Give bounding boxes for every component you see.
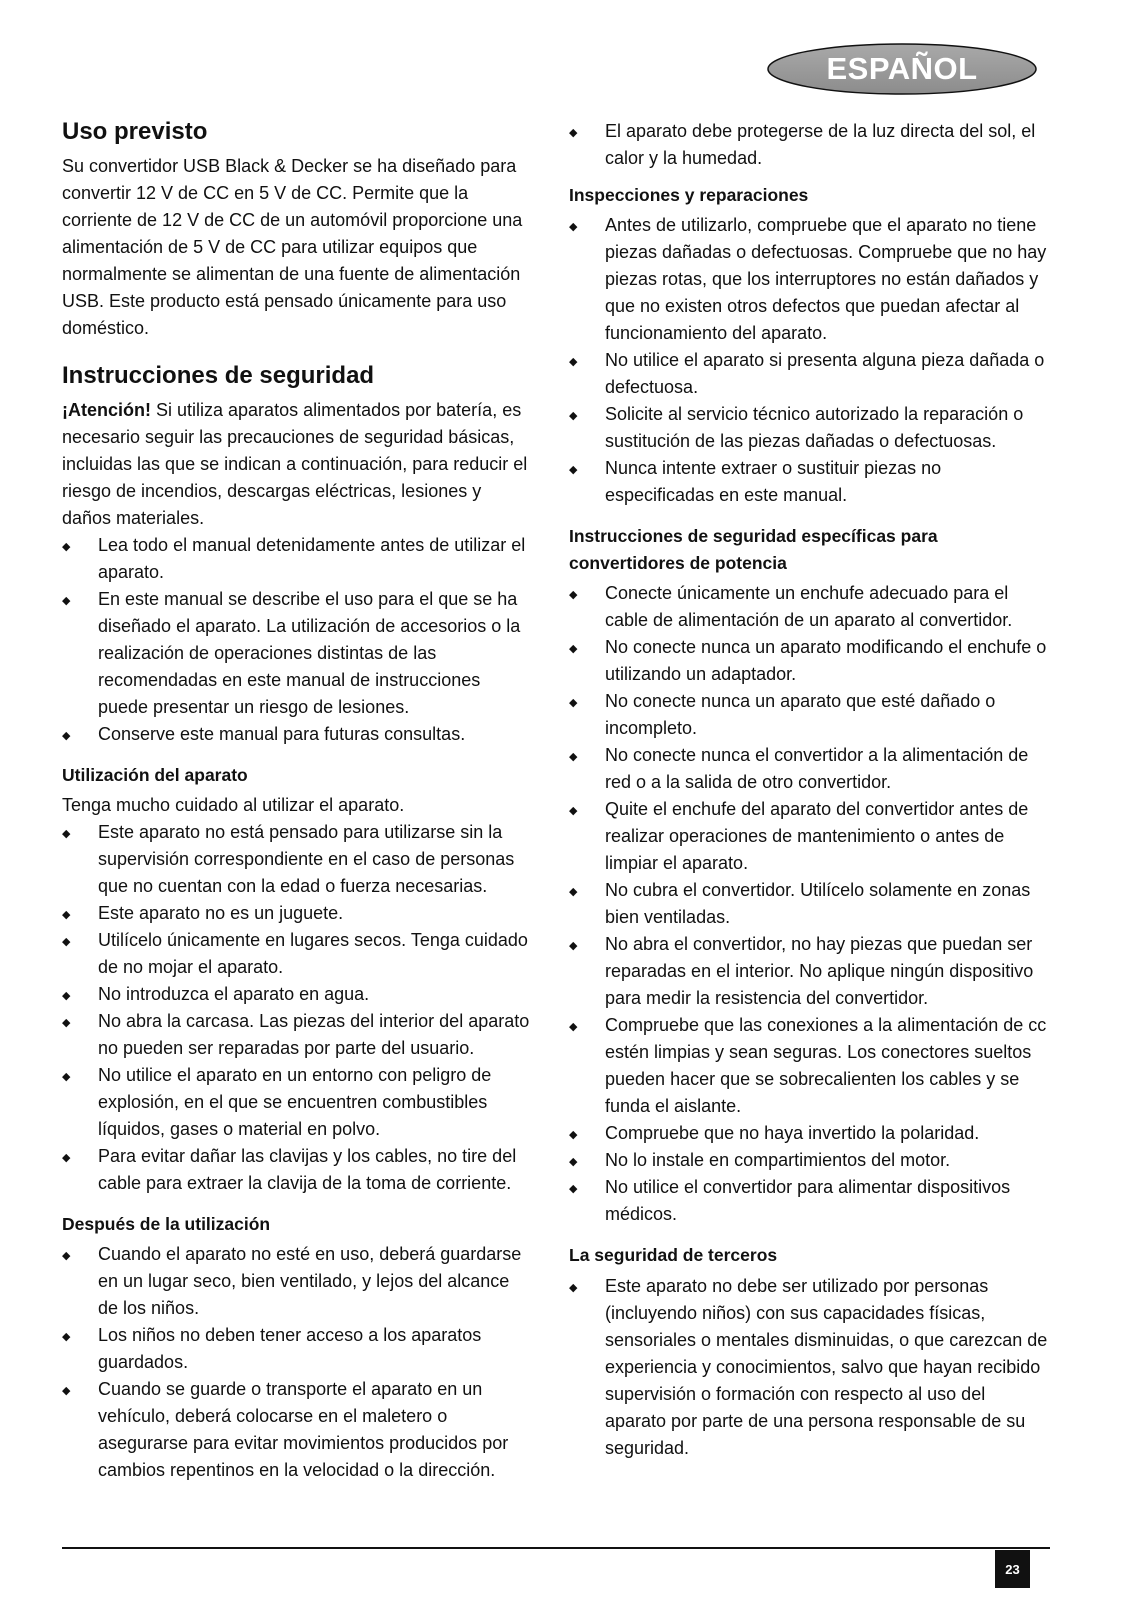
- list-item: [569, 212, 1049, 347]
- list-item-text: Cuando el aparato no esté en uso, deberá guardarse en un lugar seco, bien ventilado, y lejos del alcance de los niños.: [98, 1243, 522, 1318]
- list-item: [62, 532, 532, 586]
- list-item: [569, 1012, 1049, 1120]
- diamond-bullet-icon: ◆: [62, 540, 71, 553]
- diamond-bullet-icon: ◆: [569, 1129, 578, 1142]
- uso-previsto-text: Su convertidor USB Black & Decker se ha diseñado para convertir 12 V de CC en 5 V de CC. Permite que la corriente de 12 V de CC de un automóvil proporcione una alimentación de 5 V de CC para utilizar equipos que normalmente se alimentan de una fuente de alimentación USB. Este producto está pensado únicamente para uso doméstico.: [62, 155, 523, 338]
- list-item-text: Lea todo el manual detenidamente antes de utilizar el aparato.: [98, 534, 526, 582]
- list-item: [569, 1120, 1049, 1147]
- terceros-list: [569, 1273, 1049, 1462]
- diamond-bullet-icon: ◆: [62, 908, 71, 921]
- diamond-bullet-icon: ◆: [62, 1151, 71, 1164]
- instrucciones-seguridad-heading: Instrucciones de seguridad: [62, 361, 375, 389]
- list-item-text: No conecte nunca un aparato modificando el enchufe o utilizando un adaptador.: [605, 637, 1047, 685]
- list-item: [569, 347, 1049, 401]
- list-item-text: Este aparato no es un juguete.: [98, 902, 344, 923]
- list-item: [569, 742, 1049, 796]
- diamond-bullet-icon: ◆: [569, 464, 578, 477]
- language-label: ESPAÑOL: [826, 51, 978, 86]
- seguridad-list: [62, 532, 532, 748]
- uso-previsto-heading: Uso previsto: [62, 118, 208, 145]
- diamond-bullet-icon: ◆: [569, 589, 578, 602]
- diamond-bullet-icon: ◆: [62, 1330, 71, 1343]
- list-item-text: No abra el convertidor, no hay piezas que puedan ser reparadas en el interior. No aplique ningún dispositivo para medir la resistencia del convertidor.: [605, 934, 1034, 1009]
- atencion-paragraph: [62, 397, 532, 532]
- utilizacion-list: [62, 819, 532, 1197]
- list-item-text: Para evitar dañar las clavijas y los cables, no tire del cable para extraer la clavija de la toma de corriente.: [98, 1145, 517, 1193]
- list-item: [62, 721, 532, 748]
- list-item-text: Los niños no deben tener acceso a los aparatos guardados.: [98, 1324, 482, 1372]
- list-item: [62, 1062, 532, 1143]
- inspecciones-list: [569, 212, 1049, 509]
- diamond-bullet-icon: ◆: [569, 1183, 578, 1196]
- diamond-bullet-icon: ◆: [569, 805, 578, 818]
- diamond-bullet-icon: ◆: [569, 127, 578, 139]
- diamond-bullet-icon: ◆: [62, 1070, 71, 1083]
- list-item-text: Conserve este manual para futuras consultas.: [98, 723, 466, 744]
- list-item-text: Utilícelo únicamente en lugares secos. Tenga cuidado de no mojar el aparato.: [98, 929, 528, 977]
- list-item: [569, 877, 1049, 931]
- intro-list: [569, 118, 1049, 172]
- list-item: [62, 1376, 532, 1484]
- diamond-bullet-icon: ◆: [569, 1281, 578, 1294]
- list-item: [569, 688, 1049, 742]
- list-item-text: Este aparato no está pensado para utilizarse sin la supervisión correspondiente en el caso de personas que no cuentan con la edad o fuerza necesarias.: [98, 821, 515, 896]
- list-item: [569, 455, 1049, 509]
- list-item: [62, 1008, 532, 1062]
- list-item: [569, 580, 1049, 634]
- list-item-text: Este aparato no debe ser utilizado por personas (incluyendo niños) con sus capacidades físicas, sensoriales o mentales disminuidas, o que carezcan de experiencia y conocimientos, salvo que hayan recibido supervisión o formación con respecto al uso del aparato por parte de una persona responsable de su seguridad.: [605, 1275, 1048, 1458]
- terceros-heading: La seguridad de terceros: [569, 1245, 778, 1266]
- list-item-text: No introduzca el aparato en agua.: [98, 983, 370, 1004]
- list-item: [62, 927, 532, 981]
- list-item: [62, 1322, 532, 1376]
- atencion-label: ¡Atención!: [62, 399, 151, 420]
- list-item: [62, 981, 532, 1008]
- list-item-text: Cuando se guarde o transporte el aparato en un vehículo, deberá colocarse en el maletero o asegurarse para evitar movimientos producidos por cambios repentinos en la velocidad o la dirección.: [98, 1378, 509, 1480]
- list-item-text: Compruebe que no haya invertido la polaridad.: [605, 1123, 980, 1144]
- diamond-bullet-icon: ◆: [62, 1249, 71, 1262]
- list-item: [569, 401, 1049, 455]
- despues-heading: Después de la utilización: [62, 1213, 271, 1234]
- list-item: [62, 900, 532, 927]
- list-item-text: No utilice el aparato si presenta alguna pieza dañada o defectuosa.: [605, 350, 1045, 398]
- list-item-text: Antes de utilizarlo, compruebe que el aparato no tiene piezas dañadas o defectuosas. Compruebe que no hay piezas rotas, que los interruptores no están dañados y que no existen otros defectos que puedan afectar al funcionamiento del aparato.: [605, 215, 1047, 344]
- list-item-text: No conecte nunca el convertidor a la alimentación de red o a la salida de otro convertidor.: [605, 745, 1029, 793]
- diamond-bullet-icon: ◆: [62, 594, 71, 607]
- list-item-text: Compruebe que las conexiones a la alimentación de cc estén limpias y sean seguras. Los conectores sueltos pueden hacer que se sobrecalienten los cables y se funda el aislante.: [605, 1015, 1047, 1117]
- list-item-text: En este manual se describe el uso para el que se ha diseñado el aparato. La utilización de accesorios o la realización de operaciones distintas de las recomendadas en este manual de instrucciones puede presentar un riesgo de lesiones.: [98, 588, 521, 717]
- list-item-text: No cubra el convertidor. Utilícelo solamente en zonas bien ventiladas.: [605, 880, 1031, 928]
- diamond-bullet-icon: ◆: [62, 935, 71, 948]
- list-item: [569, 931, 1049, 1012]
- list-item: [569, 1273, 1049, 1462]
- list-item: [62, 586, 532, 721]
- diamond-bullet-icon: ◆: [62, 1016, 71, 1029]
- list-item: [62, 1241, 532, 1322]
- left-column: [62, 118, 532, 1484]
- list-item-text: Quite el enchufe del aparato del convertidor antes de realizar operaciones de mantenimiento o antes de limpiar el aparato.: [605, 799, 1029, 874]
- footer-rule: [62, 1547, 1050, 1549]
- diamond-bullet-icon: ◆: [62, 827, 71, 840]
- diamond-bullet-icon: ◆: [569, 940, 578, 953]
- list-item: [569, 1174, 1049, 1228]
- list-item-text: Nunca intente extraer o sustituir piezas no especificadas en este manual.: [605, 458, 942, 506]
- list-item-text: No lo instale en compartimientos del motor.: [605, 1150, 951, 1171]
- list-item: [62, 819, 532, 900]
- diamond-bullet-icon: ◆: [569, 410, 578, 423]
- diamond-bullet-icon: ◆: [569, 643, 578, 656]
- especificas-list: [569, 580, 1049, 1228]
- list-item-text: No utilice el convertidor para alimentar dispositivos médicos.: [605, 1177, 1011, 1225]
- diamond-bullet-icon: ◆: [569, 697, 578, 710]
- diamond-bullet-icon: ◆: [569, 1156, 578, 1169]
- especificas-heading: Instrucciones de seguridad específicas para convertidores de potencia: [569, 526, 938, 574]
- list-item: [569, 634, 1049, 688]
- list-item: [569, 1147, 1049, 1174]
- diamond-bullet-icon: ◆: [569, 221, 578, 234]
- diamond-bullet-icon: ◆: [62, 1384, 71, 1397]
- list-item: [569, 118, 1049, 172]
- inspecciones-heading: Inspecciones y reparaciones: [569, 185, 809, 205]
- list-item-text: Solicite al servicio técnico autorizado la reparación o sustitución de las piezas dañadas o defectuosas.: [605, 404, 1024, 452]
- list-item-text: No abra la carcasa. Las piezas del interior del aparato no pueden ser reparadas por parte del usuario.: [98, 1010, 530, 1058]
- diamond-bullet-icon: ◆: [569, 356, 578, 369]
- despues-list: [62, 1241, 532, 1484]
- right-column: [569, 118, 1049, 1462]
- list-item: [569, 796, 1049, 877]
- diamond-bullet-icon: ◆: [62, 729, 71, 742]
- diamond-bullet-icon: ◆: [62, 989, 71, 1002]
- list-item-text: No utilice el aparato en un entorno con peligro de explosión, en el que se encuentren combustibles líquidos, gases o material en polvo.: [98, 1064, 492, 1139]
- diamond-bullet-icon: ◆: [569, 886, 578, 899]
- list-item-text: El aparato debe protegerse de la luz directa del sol, el calor y la humedad.: [605, 121, 1036, 168]
- diamond-bullet-icon: ◆: [569, 1021, 578, 1034]
- page-number: 23: [995, 1550, 1030, 1588]
- list-item-text: Conecte únicamente un enchufe adecuado para el cable de alimentación de un aparato al convertidor.: [605, 583, 1013, 631]
- list-item: [62, 1143, 532, 1197]
- diamond-bullet-icon: ◆: [569, 751, 578, 764]
- utilizacion-heading: Utilización del aparato: [62, 764, 248, 785]
- atencion-text: Si utiliza aparatos alimentados por batería, es necesario seguir las precauciones de seguridad básicas, incluidas las que se indican a continuación, para reducir el riesgo de incendios, descargas eléctricas, lesiones y daños materiales.: [62, 399, 528, 528]
- utilizacion-intro: Tenga mucho cuidado al utilizar el aparato.: [62, 794, 405, 815]
- language-badge: [766, 42, 1038, 96]
- list-item-text: No conecte nunca un aparato que esté dañado o incompleto.: [605, 691, 996, 739]
